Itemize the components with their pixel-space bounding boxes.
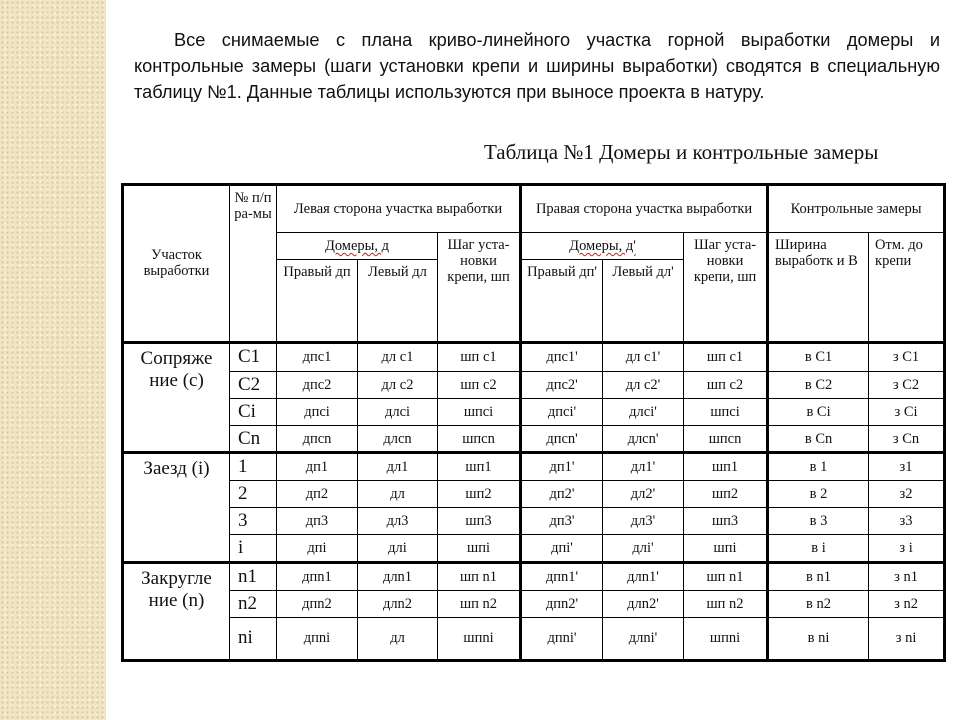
cell: длсi'	[603, 398, 684, 425]
header-section: Участок выработки	[123, 185, 230, 343]
row-label: 1	[230, 453, 277, 481]
cell: шп n2	[438, 590, 521, 617]
header-right-side: Правая сторона участка выработки	[521, 185, 768, 233]
cell: дпс2	[277, 371, 358, 398]
cell: дл с1'	[603, 342, 684, 371]
row-label: C2	[230, 371, 277, 398]
cell: дпi	[277, 535, 358, 562]
cell: дпn1	[277, 562, 358, 590]
cell: в С2	[768, 371, 869, 398]
cell: дпс1	[277, 342, 358, 371]
cell: дл с2'	[603, 371, 684, 398]
header-width: Ширина выработк и В	[768, 233, 869, 342]
cell: в ni	[768, 617, 869, 660]
cell: дл	[358, 481, 438, 508]
cell: з2	[869, 481, 945, 508]
intro-paragraph: Все снимаемые с плана криво-линейного участка горной выработки домеры и контрольные замеры (шаги установки крепи и ширины выработки) сводятся в специальную таблицу №1. Данные таблицы используются при выносе проекта в натуру.	[134, 30, 940, 102]
cell: в n1	[768, 562, 869, 590]
cell: в Сi	[768, 398, 869, 425]
cell: з3	[869, 508, 945, 535]
cell: шпсn	[438, 425, 521, 452]
cell: шп3	[684, 508, 768, 535]
cell: з Сi	[869, 398, 945, 425]
cell: в 3	[768, 508, 869, 535]
cell: дп3	[277, 508, 358, 535]
section-zaezd	[123, 453, 945, 562]
cell: дл2'	[603, 481, 684, 508]
header-right-domery-text: Домеры, д'	[569, 238, 636, 255]
header-left-left: Левый дл	[358, 260, 438, 342]
cell: з С2	[869, 371, 945, 398]
cell: в С1	[768, 342, 869, 371]
section-label: Закругле ние (n)	[123, 562, 230, 660]
decorative-side-strip	[0, 0, 106, 720]
cell: дпсi	[277, 398, 358, 425]
cell: шп с2	[438, 371, 521, 398]
cell: дл1'	[603, 453, 684, 481]
table-row	[123, 508, 945, 535]
cell: шпi	[684, 535, 768, 562]
cell: дл	[358, 617, 438, 660]
header-step-right	[684, 233, 768, 342]
row-label: C1	[230, 342, 277, 371]
cell: шп n1	[684, 562, 768, 590]
cell: длn1	[358, 562, 438, 590]
header-right-left: Левый дл'	[603, 260, 684, 342]
header-left-side: Левая сторона участка выработки	[277, 185, 521, 233]
cell: дпс2'	[521, 371, 603, 398]
row-label: 2	[230, 481, 277, 508]
row-label: n1	[230, 562, 277, 590]
cell: длn2'	[603, 590, 684, 617]
cell: в i	[768, 535, 869, 562]
table-row	[123, 617, 945, 660]
cell: длсn'	[603, 425, 684, 452]
cell: шп2	[438, 481, 521, 508]
cell: з Сn	[869, 425, 945, 452]
header-step-left-text: Шаг уста-новки крепи, шп	[447, 237, 510, 286]
header-step-left	[438, 233, 521, 342]
table-caption: Таблица №1 Домеры и контрольные замеры	[484, 140, 879, 164]
cell: дпсi'	[521, 398, 603, 425]
section-sopryazhenie	[123, 342, 945, 452]
cell: дпсn'	[521, 425, 603, 452]
cell: шп с1	[684, 342, 768, 371]
cell: дп2	[277, 481, 358, 508]
cell: длi'	[603, 535, 684, 562]
cell: шп3	[438, 508, 521, 535]
cell: з1	[869, 453, 945, 481]
cell: дл с1	[358, 342, 438, 371]
measurements-table	[121, 183, 946, 662]
cell: в 1	[768, 453, 869, 481]
row-label: Ci	[230, 398, 277, 425]
cell: дпс1'	[521, 342, 603, 371]
row-label: 3	[230, 508, 277, 535]
cell: з С1	[869, 342, 945, 371]
cell: дпсn	[277, 425, 358, 452]
cell: шп n2	[684, 590, 768, 617]
cell: дп1	[277, 453, 358, 481]
table-row	[123, 342, 945, 371]
cell: длni'	[603, 617, 684, 660]
cell: шп1	[684, 453, 768, 481]
row-label: Cn	[230, 425, 277, 452]
section-zakruglenie	[123, 562, 945, 660]
cell: в 2	[768, 481, 869, 508]
cell: шп n1	[438, 562, 521, 590]
cell: з ni	[869, 617, 945, 660]
header-left-right: Правый дп	[277, 260, 358, 342]
cell: дл3'	[603, 508, 684, 535]
header-step-right-text: Шаг уста-новки крепи, шп	[693, 237, 757, 286]
cell: дп3'	[521, 508, 603, 535]
cell: шпсi	[684, 398, 768, 425]
cell: шпni	[438, 617, 521, 660]
table-header	[123, 185, 945, 343]
cell: в n2	[768, 590, 869, 617]
cell: длn1'	[603, 562, 684, 590]
cell: дпi'	[521, 535, 603, 562]
table-row	[123, 481, 945, 508]
cell: шп с2	[684, 371, 768, 398]
cell: з i	[869, 535, 945, 562]
row-label: ni	[230, 617, 277, 660]
cell: дл1	[358, 453, 438, 481]
table-row	[123, 371, 945, 398]
cell: дпn2	[277, 590, 358, 617]
cell: шп2	[684, 481, 768, 508]
cell: длn2	[358, 590, 438, 617]
section-label: Сопряже ние (с)	[123, 342, 230, 452]
table-row	[123, 425, 945, 452]
cell: дл с2	[358, 371, 438, 398]
table-row	[123, 562, 945, 590]
cell: дл3	[358, 508, 438, 535]
cell: з n2	[869, 590, 945, 617]
row-label: n2	[230, 590, 277, 617]
row-label: i	[230, 535, 277, 562]
header-frame-no: № п/п ра-мы	[230, 185, 277, 343]
cell: дп1'	[521, 453, 603, 481]
cell: з n1	[869, 562, 945, 590]
cell: шпni	[684, 617, 768, 660]
cell: длсn	[358, 425, 438, 452]
header-right-right: Правый дп'	[521, 260, 603, 342]
table-row	[123, 535, 945, 562]
table-row	[123, 453, 945, 481]
header-left-domery	[277, 233, 438, 260]
cell: шп с1	[438, 342, 521, 371]
cell: дпn2'	[521, 590, 603, 617]
cell: дпn1'	[521, 562, 603, 590]
header-control: Контрольные замеры	[768, 185, 945, 233]
table-row	[123, 590, 945, 617]
cell: дпni	[277, 617, 358, 660]
header-left-domery-text: Домеры, д	[324, 238, 390, 255]
cell: длi	[358, 535, 438, 562]
header-right-domery	[521, 233, 684, 260]
cell: длсi	[358, 398, 438, 425]
cell: в Сn	[768, 425, 869, 452]
cell: дпni'	[521, 617, 603, 660]
section-label: Заезд (i)	[123, 453, 230, 562]
cell: шпсn	[684, 425, 768, 452]
table-row	[123, 398, 945, 425]
cell: дп2'	[521, 481, 603, 508]
header-otm: Отм. до крепи	[869, 233, 945, 342]
cell: шпi	[438, 535, 521, 562]
cell: шпсi	[438, 398, 521, 425]
cell: шп1	[438, 453, 521, 481]
